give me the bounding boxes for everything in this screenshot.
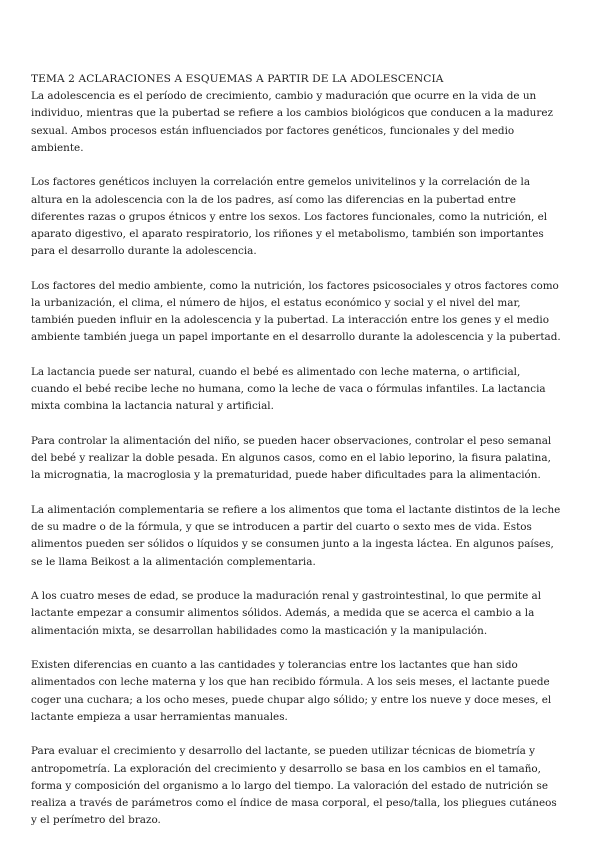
- paragraph-infant-differences: Existen diferencias en cuanto a las cantidades y tolerancias entre los lactantes que han sido alimentados con leche materna y los que han recibido fórmula. A los seis meses, el lactante puede coger una cuchara; a los ocho meses, puede chupar algo sólido; y entre los nueve y doce meses, el lactante empieza a usar herramientas manuales.: [31, 659, 552, 723]
- document-page: [31, 71, 561, 847]
- paragraph-genetic-factors: Los factores genéticos incluyen la correlación entre gemelos univitelinos y la correlación de la altura en la adolescencia con la de los padres, así como las diferencias en la pubertad entre diferentes razas o grupos étnicos y entre los sexos. Los factores funcionales, como la nutrición, el aparato digestivo, el aparato respiratorio, los riñones y el metabolismo, también son importantes para el desarrollo durante la adolescencia.: [31, 176, 548, 258]
- paragraph-complementary-feeding: La alimentación complementaria se refiere a los alimentos que toma el lactante distintos de la leche de su madre o de la fórmula, y que se introducen a partir del cuarto o sexto mes de vida. Estos alimentos pueden ser sólidos o líquidos y se consumen junto a la ingesta láctea. En algunos países, se le llama Beikost a la alimentación complementaria.: [31, 504, 561, 568]
- paragraph-growth-evaluation: Para evaluar el crecimiento y desarrollo del lactante, se pueden utilizar técnicas de biometría y antropometría. La exploración del crecimiento y desarrollo se basa en los cambios en el tamaño, forma y composición del organismo a lo largo del tiempo. La valoración del estado de nutrición se realiza a través de parámetros como el índice de masa corporal, el peso/talla, los pliegues cutáneos y el perímetro del brazo.: [31, 745, 557, 827]
- paragraph-adolescence-definition: La adolescencia es el período de crecimiento, cambio y maduración que ocurre en la vida de un individuo, mientras que la pubertad se refiere a los cambios biológicos que conducen a la madurez sexual. Ambos procesos están influenciados por factores genéticos, funcionales y del medio ambiente.: [31, 90, 553, 154]
- paragraph-four-months: A los cuatro meses de edad, se produce la maduración renal y gastrointestinal, lo que permite al lactante empezar a consumir alimentos sólidos. Además, a medida que se acerca el cambio a la alimentación mixta, se desarrollan habilidades como la masticación y la manipulación.: [31, 590, 542, 637]
- document-title: TEMA 2 ACLARACIONES A ESQUEMAS A PARTIR DE LA ADOLESCENCIA: [31, 73, 444, 85]
- paragraph-environmental-factors: Los factores del medio ambiente, como la nutrición, los factores psicosociales y otros factores como la urbanización, el clima, el número de hijos, el estatus económico y social y el nivel del mar, también pueden influir en la adolescencia y la pubertad. La interacción entre los genes y el medio ambiente también juega un papel importante en el desarrollo durante la adolescencia y la pubertad.: [31, 279, 561, 344]
- paragraph-lactation-types: La lactancia puede ser natural, cuando el bebé es alimentado con leche materna, o artificial, cuando el bebé recibe leche no humana, como la leche de vaca o fórmulas infantiles. La lactancia mixta combina la lactancia natural y artificial.: [31, 366, 546, 413]
- paragraph-feeding-control: Para controlar la alimentación del niño, se pueden hacer observaciones, controlar el peso semanal del bebé y realizar la doble pesada. En algunos casos, como en el labio leporino, la fisura palatina, la micrognatia, la macroglosia y la prematuridad, puede haber dificultades para la alimentación.: [31, 435, 552, 482]
